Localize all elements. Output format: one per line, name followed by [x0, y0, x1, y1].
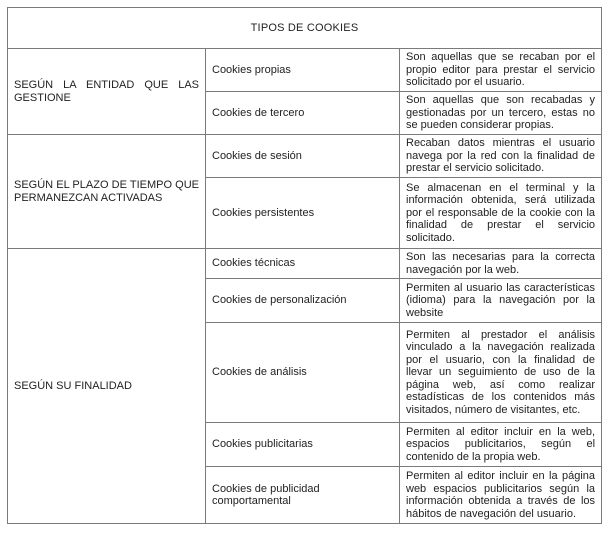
group-label-duration: SEGÚN EL PLAZO DE TIEMPO QUE PERMANEZCAN ACTIVADAS [8, 135, 206, 249]
cookie-type-cell: Cookies de publicidad comportamental [206, 467, 400, 524]
table-title: TIPOS DE COOKIES [8, 8, 602, 49]
cookie-description-cell: Son aquellas que se recaban por el propio editor para prestar el servicio solicitado por el usuario. [400, 49, 602, 92]
group-label-purpose: SEGÚN SU FINALIDAD [8, 249, 206, 524]
cookie-description-cell: Son aquellas que son recabadas y gestionadas por un tercero, estas no se pueden considerar propias. [400, 92, 602, 135]
cookie-description-cell: Permiten al editor incluir en la web, espacios publicitarios, según el contenido de la propia web. [400, 423, 602, 467]
cookie-description-cell: Recaban datos mientras el usuario navega por la red con la finalidad de prestar el servicio solicitado. [400, 135, 602, 178]
group-label-entity: SEGÚN LA ENTIDAD QUE LAS GESTIONE [8, 49, 206, 135]
cookie-description-cell: Permiten al prestador el análisis vinculado a la navegación realizada por el usuario, con la finalidad de llevar un seguimiento de uso de la página web, así como realizar estadísticas de los contenidos más visitados, número de visitantes, etc. [400, 323, 602, 423]
cookie-type-cell: Cookies de personalización [206, 279, 400, 323]
cookie-type-cell: Cookies publicitarias [206, 423, 400, 467]
cookie-type-cell: Cookies propias [206, 49, 400, 92]
cookie-description-cell: Se almacenan en el terminal y la información obtenida, será utilizada por el responsable de la cookie con la finalidad de prestar el servicio solicitado. [400, 178, 602, 249]
cookie-type-cell: Cookies de sesión [206, 135, 400, 178]
cookie-type-cell: Cookies persistentes [206, 178, 400, 249]
cookie-description-cell: Permiten al editor incluir en la página web espacios publicitarios según la información obtenida a través de los hábitos de navegación del usuario. [400, 467, 602, 524]
cookie-type-cell: Cookies de análisis [206, 323, 400, 423]
table-header-row [8, 8, 602, 49]
cookie-types-table [7, 7, 602, 524]
cookie-type-cell: Cookies de tercero [206, 92, 400, 135]
table-row [8, 49, 602, 92]
cookie-description-cell: Permiten al usuario las características (idioma) para la navegación por la website [400, 279, 602, 323]
table-row [8, 249, 602, 279]
table-row [8, 135, 602, 178]
cookie-type-cell: Cookies técnicas [206, 249, 400, 279]
cookie-description-cell: Son las necesarias para la correcta navegación por la web. [400, 249, 602, 279]
